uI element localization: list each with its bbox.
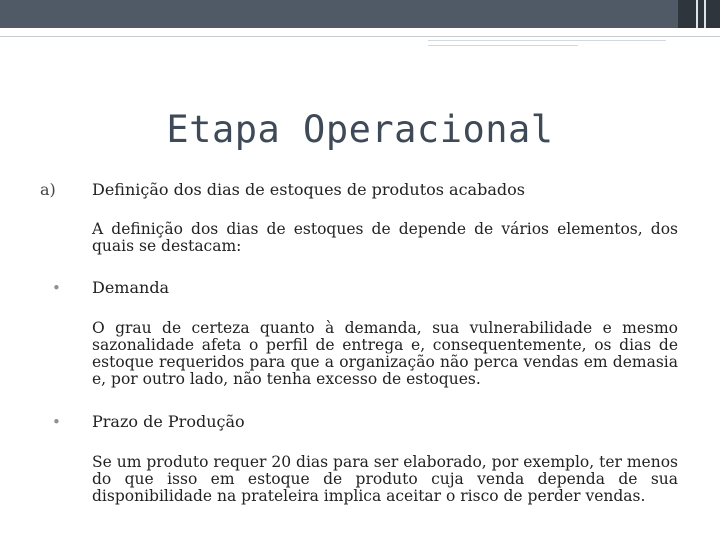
header-divider <box>696 0 698 28</box>
header-rule <box>428 40 666 41</box>
bullet-icon: • <box>52 413 61 431</box>
header-rule <box>428 45 578 46</box>
item-heading-a: Definição dos dias de estoques de produtos acabados <box>92 180 525 199</box>
item-marker-a: a) <box>40 180 56 199</box>
bullet-heading-demanda: Demanda <box>92 278 170 297</box>
bullet-text-prazo: Se um produto requer 20 dias para ser elaborado, por exemplo, ter menos do que isso em estoque de produto cuja venda dependa de sua disponibilidade na prateleira implica aceitar o risco de perder vendas. <box>92 453 678 505</box>
item-text-a: A definição dos dias de estoques de depende de vários elementos, dos quais se destacam: <box>92 220 678 255</box>
header-rule <box>0 36 720 37</box>
header-divider <box>704 0 706 28</box>
bullet-text-demanda: O grau de certeza quanto à demanda, sua vulnerabilidade e mesmo sazonalidade afeta o perfil de entrega e, consequentemente, os dias de estoque requeridos para que a organização não perca vendas em demasia e, por outro lado, não tenha excesso de estoques. <box>92 319 678 388</box>
header-bar-accent <box>678 0 720 28</box>
bullet-heading-prazo: Prazo de Produção <box>92 412 245 431</box>
bullet-icon: • <box>52 279 61 297</box>
slide-title: Etapa Operacional <box>166 108 554 151</box>
header-bar <box>0 0 720 28</box>
